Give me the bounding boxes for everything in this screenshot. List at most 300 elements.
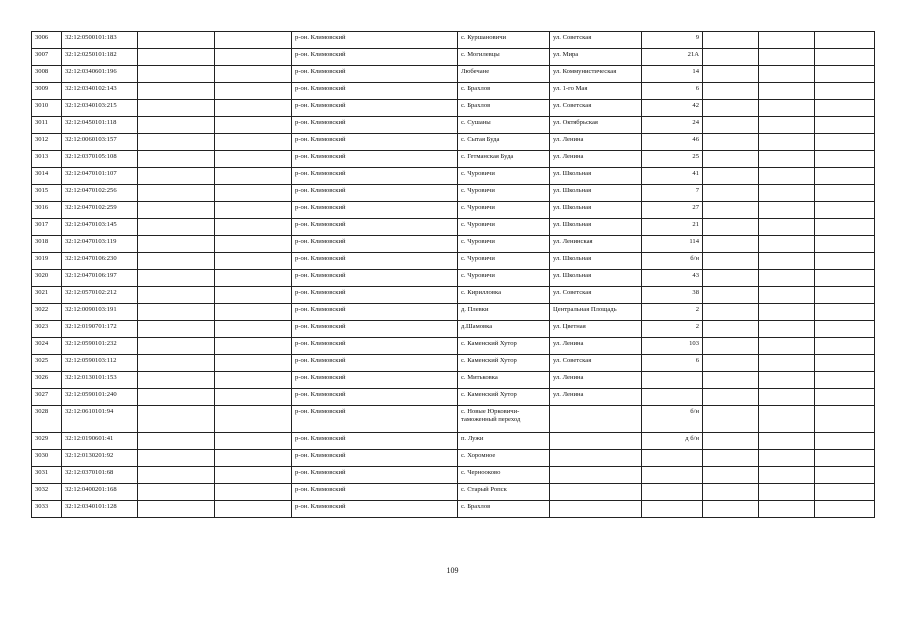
cell-empty [759, 450, 815, 467]
cell-empty [215, 355, 292, 372]
cell-street: ул. Ленина [550, 372, 642, 389]
cell-house: 6 [642, 83, 703, 100]
cell-district: р-он. Климовский [292, 236, 458, 253]
cell-district: р-он. Климовский [292, 253, 458, 270]
cell-house [642, 450, 703, 467]
cell-empty [815, 406, 875, 433]
cell-empty [759, 168, 815, 185]
cell-empty [215, 270, 292, 287]
cell-empty [759, 270, 815, 287]
table-row [32, 151, 875, 168]
cell-house [642, 501, 703, 518]
cell-empty [138, 372, 215, 389]
cell-empty [138, 168, 215, 185]
cell-empty [703, 287, 759, 304]
cell-house: 103 [642, 338, 703, 355]
cell-empty [138, 355, 215, 372]
cell-house: 21 [642, 219, 703, 236]
table-row [32, 32, 875, 49]
table-row [32, 484, 875, 501]
cell-number: 3012 [32, 134, 62, 151]
cell-cadastral-number: 32:12:0340601:196 [62, 66, 138, 83]
cell-street: ул. Школьная [550, 270, 642, 287]
cell-cadastral-number: 32:12:0470103:119 [62, 236, 138, 253]
table-row [32, 117, 875, 134]
cell-district: р-он. Климовский [292, 372, 458, 389]
cell-empty [138, 253, 215, 270]
cell-empty [215, 219, 292, 236]
cell-cadastral-number: 32:12:0470102:259 [62, 202, 138, 219]
cell-empty [815, 100, 875, 117]
cell-district: р-он. Климовский [292, 151, 458, 168]
cell-empty [815, 467, 875, 484]
cell-district: р-он. Климовский [292, 450, 458, 467]
cell-empty [759, 202, 815, 219]
registry-table [31, 31, 875, 518]
cell-district: р-он. Климовский [292, 270, 458, 287]
cell-number: 3009 [32, 83, 62, 100]
cell-district: р-он. Климовский [292, 467, 458, 484]
cell-empty [215, 467, 292, 484]
cell-empty [138, 32, 215, 49]
table-row [32, 253, 875, 270]
cell-locality: с. Чернооково [458, 467, 550, 484]
cell-street: Центральная Площадь [550, 304, 642, 321]
cell-district: р-он. Климовский [292, 168, 458, 185]
cell-empty [815, 219, 875, 236]
cell-empty [703, 134, 759, 151]
cell-locality: с. Митьковка [458, 372, 550, 389]
cell-house: 6 [642, 355, 703, 372]
cell-number: 3019 [32, 253, 62, 270]
cell-cadastral-number: 32:12:0400201:168 [62, 484, 138, 501]
cell-locality: с. Сытая Буда [458, 134, 550, 151]
cell-locality: с. Каменский Хутор [458, 355, 550, 372]
cell-number: 3029 [32, 433, 62, 450]
table-row [32, 66, 875, 83]
cell-street: ул. Школьная [550, 185, 642, 202]
cell-empty [138, 484, 215, 501]
cell-empty [703, 467, 759, 484]
cell-empty [215, 151, 292, 168]
cell-street [550, 501, 642, 518]
cell-locality: с. Новые Юрковичи-таможенный переход [458, 406, 550, 433]
cell-empty [215, 389, 292, 406]
cell-empty [815, 202, 875, 219]
cell-number: 3028 [32, 406, 62, 433]
cell-empty [703, 66, 759, 83]
cell-street [550, 450, 642, 467]
cell-empty [138, 433, 215, 450]
cell-street: ул. Советская [550, 355, 642, 372]
cell-cadastral-number: 32:12:0590103:112 [62, 355, 138, 372]
cell-empty [138, 304, 215, 321]
cell-empty [138, 338, 215, 355]
cell-empty [215, 202, 292, 219]
cell-district: р-он. Климовский [292, 83, 458, 100]
table-row [32, 168, 875, 185]
cell-empty [703, 49, 759, 66]
cell-street: ул. Ленина [550, 151, 642, 168]
cell-empty [703, 501, 759, 518]
cell-empty [815, 270, 875, 287]
cell-empty [815, 185, 875, 202]
cell-street [550, 433, 642, 450]
cell-number: 3026 [32, 372, 62, 389]
cell-locality: с. Старый Ропск [458, 484, 550, 501]
cell-house: 24 [642, 117, 703, 134]
cell-number: 3016 [32, 202, 62, 219]
cell-locality: с. Чуровичи [458, 219, 550, 236]
cell-empty [815, 253, 875, 270]
cell-number: 3027 [32, 389, 62, 406]
cell-empty [703, 389, 759, 406]
cell-house [642, 372, 703, 389]
table-row [32, 304, 875, 321]
cell-locality: д. Плевки [458, 304, 550, 321]
cell-empty [759, 355, 815, 372]
cell-empty [138, 501, 215, 518]
cell-number: 3018 [32, 236, 62, 253]
cell-cadastral-number: 32:12:0470103:145 [62, 219, 138, 236]
cell-empty [138, 467, 215, 484]
cell-empty [138, 450, 215, 467]
cell-empty [759, 117, 815, 134]
cell-empty [759, 321, 815, 338]
cell-house [642, 467, 703, 484]
cell-number: 3030 [32, 450, 62, 467]
cell-empty [815, 83, 875, 100]
cell-empty [703, 253, 759, 270]
cell-district: р-он. Климовский [292, 287, 458, 304]
cell-empty [815, 168, 875, 185]
cell-empty [138, 151, 215, 168]
cell-locality: с. Чуровичи [458, 270, 550, 287]
cell-number: 3015 [32, 185, 62, 202]
cell-number: 3010 [32, 100, 62, 117]
cell-house [642, 484, 703, 501]
cell-empty [759, 372, 815, 389]
cell-empty [138, 219, 215, 236]
cell-house: д б/н [642, 433, 703, 450]
cell-empty [703, 202, 759, 219]
cell-empty [703, 338, 759, 355]
page-number: 109 [446, 566, 459, 575]
cell-street: ул. Мира [550, 49, 642, 66]
cell-number: 3025 [32, 355, 62, 372]
cell-locality: с. Каменский Хутор [458, 389, 550, 406]
cell-empty [703, 185, 759, 202]
cell-district: р-он. Климовский [292, 501, 458, 518]
cell-district: р-он. Климовский [292, 219, 458, 236]
cell-empty [138, 66, 215, 83]
cell-empty [215, 372, 292, 389]
cell-street [550, 484, 642, 501]
cell-empty [703, 168, 759, 185]
cell-number: 3011 [32, 117, 62, 134]
cell-locality: с. Брахлов [458, 100, 550, 117]
cell-empty [815, 355, 875, 372]
cell-empty [815, 450, 875, 467]
cell-empty [815, 287, 875, 304]
cell-street: ул. Советская [550, 32, 642, 49]
cell-number: 3031 [32, 467, 62, 484]
cell-street [550, 467, 642, 484]
cell-empty [759, 406, 815, 433]
cell-empty [703, 236, 759, 253]
cell-street: ул. Цветная [550, 321, 642, 338]
cell-empty [815, 321, 875, 338]
cell-street: ул. Октябрьская [550, 117, 642, 134]
cell-empty [703, 450, 759, 467]
cell-district: р-он. Климовский [292, 185, 458, 202]
cell-empty [703, 151, 759, 168]
cell-number: 3007 [32, 49, 62, 66]
cell-number: 3006 [32, 32, 62, 49]
cell-district: р-он. Климовский [292, 100, 458, 117]
cell-cadastral-number: 32:12:0470106:230 [62, 253, 138, 270]
registry-table-body [32, 32, 875, 518]
cell-number: 3014 [32, 168, 62, 185]
cell-empty [815, 501, 875, 518]
cell-street: ул. Советская [550, 287, 642, 304]
cell-house: 7 [642, 185, 703, 202]
cell-house: 114 [642, 236, 703, 253]
cell-house: 21А [642, 49, 703, 66]
cell-empty [759, 185, 815, 202]
cell-district: р-он. Климовский [292, 389, 458, 406]
cell-locality: с. Каменский Хутор [458, 338, 550, 355]
cell-cadastral-number: 32:12:0470101:107 [62, 168, 138, 185]
cell-cadastral-number: 32:12:0190601:41 [62, 433, 138, 450]
cell-empty [138, 287, 215, 304]
cell-district: р-он. Климовский [292, 433, 458, 450]
cell-empty [703, 83, 759, 100]
cell-empty [815, 433, 875, 450]
table-row [32, 406, 875, 433]
cell-district: р-он. Климовский [292, 202, 458, 219]
table-row [32, 321, 875, 338]
cell-empty [215, 185, 292, 202]
cell-house: 46 [642, 134, 703, 151]
cell-cadastral-number: 32:12:0060103:157 [62, 134, 138, 151]
cell-empty [138, 236, 215, 253]
cell-empty [759, 287, 815, 304]
table-row [32, 185, 875, 202]
cell-empty [703, 219, 759, 236]
cell-house: 25 [642, 151, 703, 168]
cell-district: р-он. Климовский [292, 66, 458, 83]
cell-cadastral-number: 32:12:0370105:108 [62, 151, 138, 168]
cell-street: ул. Школьная [550, 219, 642, 236]
table-row [32, 49, 875, 66]
cell-cadastral-number: 32:12:0610101:94 [62, 406, 138, 433]
table-row [32, 287, 875, 304]
cell-street [550, 406, 642, 433]
cell-empty [815, 304, 875, 321]
cell-number: 3020 [32, 270, 62, 287]
cell-locality: Любечане [458, 66, 550, 83]
cell-empty [759, 484, 815, 501]
cell-cadastral-number: 32:12:0590101:232 [62, 338, 138, 355]
cell-empty [215, 32, 292, 49]
cell-empty [215, 83, 292, 100]
cell-empty [703, 32, 759, 49]
table-row [32, 219, 875, 236]
cell-empty [703, 100, 759, 117]
cell-empty [215, 236, 292, 253]
cell-empty [759, 83, 815, 100]
cell-empty [215, 168, 292, 185]
cell-empty [138, 202, 215, 219]
cell-locality: с. Брахлов [458, 501, 550, 518]
cell-cadastral-number: 32:12:0470102:256 [62, 185, 138, 202]
cell-empty [215, 117, 292, 134]
cell-street: ул. 1-го Мая [550, 83, 642, 100]
cell-empty [215, 338, 292, 355]
cell-district: р-он. Климовский [292, 338, 458, 355]
cell-empty [815, 117, 875, 134]
cell-empty [759, 304, 815, 321]
cell-house: 9 [642, 32, 703, 49]
cell-number: 3022 [32, 304, 62, 321]
cell-empty [759, 32, 815, 49]
cell-empty [215, 49, 292, 66]
cell-empty [759, 433, 815, 450]
cell-empty [759, 219, 815, 236]
cell-empty [215, 484, 292, 501]
cell-empty [138, 389, 215, 406]
cell-street: ул. Ленина [550, 338, 642, 355]
cell-empty [138, 117, 215, 134]
table-row [32, 236, 875, 253]
cell-number: 3008 [32, 66, 62, 83]
table-row [32, 501, 875, 518]
cell-district: р-он. Климовский [292, 484, 458, 501]
cell-empty [815, 236, 875, 253]
cell-empty [703, 117, 759, 134]
cell-house: б/н [642, 253, 703, 270]
cell-empty [815, 338, 875, 355]
cell-locality: с. Чуровичи [458, 168, 550, 185]
cell-empty [703, 355, 759, 372]
cell-empty [703, 484, 759, 501]
cell-locality: с. Кирилловка [458, 287, 550, 304]
cell-empty [215, 501, 292, 518]
cell-empty [703, 372, 759, 389]
cell-number: 3033 [32, 501, 62, 518]
cell-number: 3023 [32, 321, 62, 338]
cell-locality: с. Хоромное [458, 450, 550, 467]
cell-locality: с. Куршановичи [458, 32, 550, 49]
cell-district: р-он. Климовский [292, 355, 458, 372]
cell-empty [703, 433, 759, 450]
cell-locality: п. Лужи [458, 433, 550, 450]
cell-district: р-он. Климовский [292, 321, 458, 338]
cell-empty [215, 450, 292, 467]
cell-empty [815, 32, 875, 49]
table-row [32, 450, 875, 467]
cell-cadastral-number: 32:12:0090103:191 [62, 304, 138, 321]
cell-empty [759, 100, 815, 117]
cell-locality: с. Чуровичи [458, 202, 550, 219]
cell-empty [215, 253, 292, 270]
cell-house: б/н [642, 406, 703, 433]
cell-cadastral-number: 32:12:0130101:153 [62, 372, 138, 389]
table-row [32, 338, 875, 355]
cell-empty [759, 66, 815, 83]
cell-empty [759, 338, 815, 355]
cell-cadastral-number: 32:12:0370101:68 [62, 467, 138, 484]
cell-street: ул. Ленина [550, 389, 642, 406]
cell-number: 3032 [32, 484, 62, 501]
cell-empty [703, 321, 759, 338]
cell-house: 2 [642, 304, 703, 321]
table-row [32, 270, 875, 287]
cell-cadastral-number: 32:12:0130201:92 [62, 450, 138, 467]
cell-empty [815, 134, 875, 151]
cell-empty [759, 236, 815, 253]
cell-number: 3013 [32, 151, 62, 168]
cell-empty [215, 433, 292, 450]
cell-house: 41 [642, 168, 703, 185]
cell-locality: с. Чуровичи [458, 236, 550, 253]
cell-empty [815, 151, 875, 168]
cell-empty [815, 66, 875, 83]
cell-street: ул. Коммунистическая [550, 66, 642, 83]
table-row [32, 372, 875, 389]
cell-cadastral-number: 32:12:0500101:183 [62, 32, 138, 49]
cell-house: 42 [642, 100, 703, 117]
cell-street: ул. Школьная [550, 253, 642, 270]
cell-empty [759, 467, 815, 484]
cell-cadastral-number: 32:12:0190701:172 [62, 321, 138, 338]
cell-empty [703, 406, 759, 433]
cell-empty [138, 49, 215, 66]
cell-locality: д.Шамовка [458, 321, 550, 338]
cell-cadastral-number: 32:12:0590101:240 [62, 389, 138, 406]
cell-empty [138, 270, 215, 287]
cell-street: ул. Ленинская [550, 236, 642, 253]
cell-house: 43 [642, 270, 703, 287]
cell-street: ул. Советская [550, 100, 642, 117]
cell-house: 27 [642, 202, 703, 219]
cell-house [642, 389, 703, 406]
table-row [32, 83, 875, 100]
cell-empty [138, 185, 215, 202]
cell-district: р-он. Климовский [292, 304, 458, 321]
cell-empty [138, 406, 215, 433]
table-row [32, 389, 875, 406]
cell-cadastral-number: 32:12:0570102:212 [62, 287, 138, 304]
cell-empty [138, 134, 215, 151]
cell-locality: с. Сушаны [458, 117, 550, 134]
cell-empty [759, 501, 815, 518]
cell-house: 38 [642, 287, 703, 304]
cell-cadastral-number: 32:12:0250101:182 [62, 49, 138, 66]
cell-locality: с. Чуровичи [458, 253, 550, 270]
cell-street: ул. Школьная [550, 202, 642, 219]
cell-cadastral-number: 32:12:0450101:118 [62, 117, 138, 134]
cell-empty [138, 321, 215, 338]
cell-number: 3024 [32, 338, 62, 355]
cell-empty [759, 389, 815, 406]
cell-empty [815, 49, 875, 66]
cell-district: р-он. Климовский [292, 49, 458, 66]
cell-cadastral-number: 32:12:0340101:128 [62, 501, 138, 518]
cell-district: р-он. Климовский [292, 32, 458, 49]
table-row [32, 433, 875, 450]
